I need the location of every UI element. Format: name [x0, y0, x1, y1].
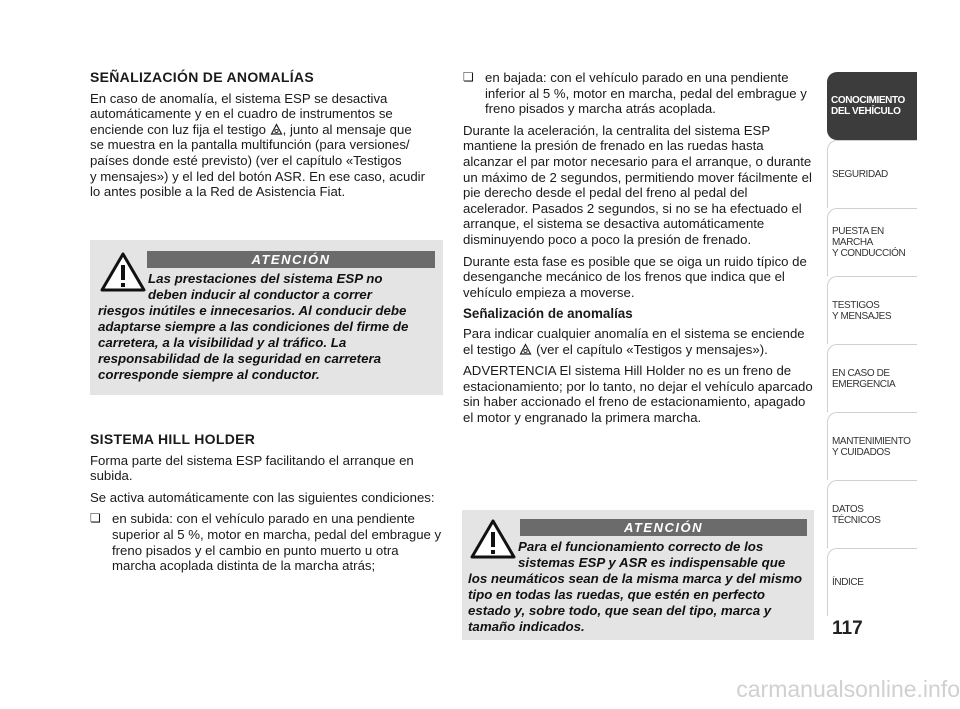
hill-paragraph-2: Se activa automáticamente con las siguientes condiciones: [90, 489, 435, 505]
tab-testigos-y-mensajes[interactable]: TESTIGOS Y MENSAJES [827, 276, 917, 344]
tab-en-caso-de-emergencia[interactable]: EN CASO DE EMERGENCIA [827, 344, 917, 412]
warning-title-bar: ATENCIÓN [520, 519, 807, 536]
noise-paragraph: Durante esta fase es posible que se oiga un ruido típico de desenganche mecánico de los frenos que indica que el vehículo empieza a moverse. [463, 253, 807, 300]
tab-indice[interactable]: ÍNDICE [827, 548, 917, 616]
esp-warning-icon [519, 343, 532, 356]
warning-box-esp [90, 240, 443, 395]
checkbox-bullet-icon: ❏ [90, 511, 101, 526]
esp-warning-icon [270, 123, 283, 136]
list-item: ❏ en bajada: con el vehículo parado en una pendiente inferior al 5 %, motor en marcha, pedal del embrague y freno pisados y marcha atrás acoplada. [463, 70, 807, 117]
warning-box-tyres [462, 510, 814, 640]
tab-conocimiento-del-vehiculo[interactable]: CONOCIMIENTO DEL VEHÍCULO [827, 72, 917, 140]
anomalias-indicator-paragraph: Para indicar cualquier anomalía en el sistema se enciende el testigo (ver el capítulo «Testigos y mensajes»). [463, 325, 805, 357]
hill-holder-section [90, 432, 442, 580]
warning-text: Para el funcionamiento correcto de los sistemas ESP y ASR es indispensable que los neumáticos sean de la misma marca y del mismo tipo en todas las ruedas, que estén en perfecto estado y, sobre todo, que sean del tipo, marca y tamaño indicados. [468, 539, 803, 634]
tab-puesta-en-marcha[interactable]: PUESTA EN MARCHA Y CONDUCCIÓN [827, 208, 917, 276]
checkbox-bullet-icon: ❏ [463, 70, 474, 84]
right-column [463, 70, 813, 431]
chapter-tabs [827, 72, 917, 616]
anomalias-paragraph: En caso de anomalía, el sistema ESP se desactiva automáticamente y en el cuadro de instrumentos se enciende con luz fija el testigo , junto al mensaje que se muestra en la pantalla multifunción (para versiones/ países donde esté previsto) (ver el capítulo «Testigos y mensajes») y el led del botón ASR. En ese caso, acudir lo antes posible a la Red de Asistencia Fiat. [90, 90, 425, 200]
warning-text: Las prestaciones del sistema ESP no deben inducir al conductor a correr riesgos inútiles e innecesarios. Al conducir debe adaptarse siempre a las condiciones del firme de carretera, a la visibilidad y al tráfico. La responsabilidad de la seguridad en carretera corresponde siempre al conductor. [98, 271, 409, 382]
advertencia-paragraph: ADVERTENCIA El sistema Hill Holder no es un freno de estacionamiento; por lo tanto, no dejar el vehículo aparcado sin haber accionado el freno de estacionamiento, apagado el motor y engranado la primera marcha. [463, 363, 813, 425]
left-column [90, 70, 440, 206]
warning-title-bar: ATENCIÓN [147, 251, 435, 268]
section-heading-hill-holder: SISTEMA HILL HOLDER [90, 431, 256, 447]
tab-mantenimiento[interactable]: MANTENIMIENTO Y CUIDADOS [827, 412, 917, 480]
section-heading-anomalias: SEÑALIZACIÓN DE ANOMALÍAS [90, 69, 314, 85]
subheading-anomalias: Señalización de anomalías [463, 306, 633, 322]
hill-paragraph-1: Forma parte del sistema ESP facilitando el arranque en subida. [90, 452, 414, 484]
watermark: carmanualsonline.info [736, 676, 960, 702]
tab-datos-tecnicos[interactable]: DATOS TÉCNICOS [827, 480, 917, 548]
acceleration-paragraph: Durante la aceleración, la centralita del sistema ESP mantiene la presión de frenado en las ruedas hasta alcanzar el par motor necesario para el arranque, o durante un máximo de 2 segundos, permitiendo mover fácilmente el pie derecho desde el pedal del freno al pedal del acelerador. Pasados 2 segundos, si no se ha efectuado el arranque, el sistema se desactiva automáticamente disminuyendo poco a poco la presión de frenado. [463, 122, 812, 247]
tab-seguridad[interactable]: SEGURIDAD [827, 140, 917, 208]
page-number: 117 [832, 618, 863, 639]
list-item: ❏ en subida: con el vehículo parado en una pendiente superior al 5 %, motor en marcha, pedal del embrague y freno pisados y el cambio en punto muerto u otra marcha acoplada distinta de la marcha atrás; [90, 511, 442, 574]
